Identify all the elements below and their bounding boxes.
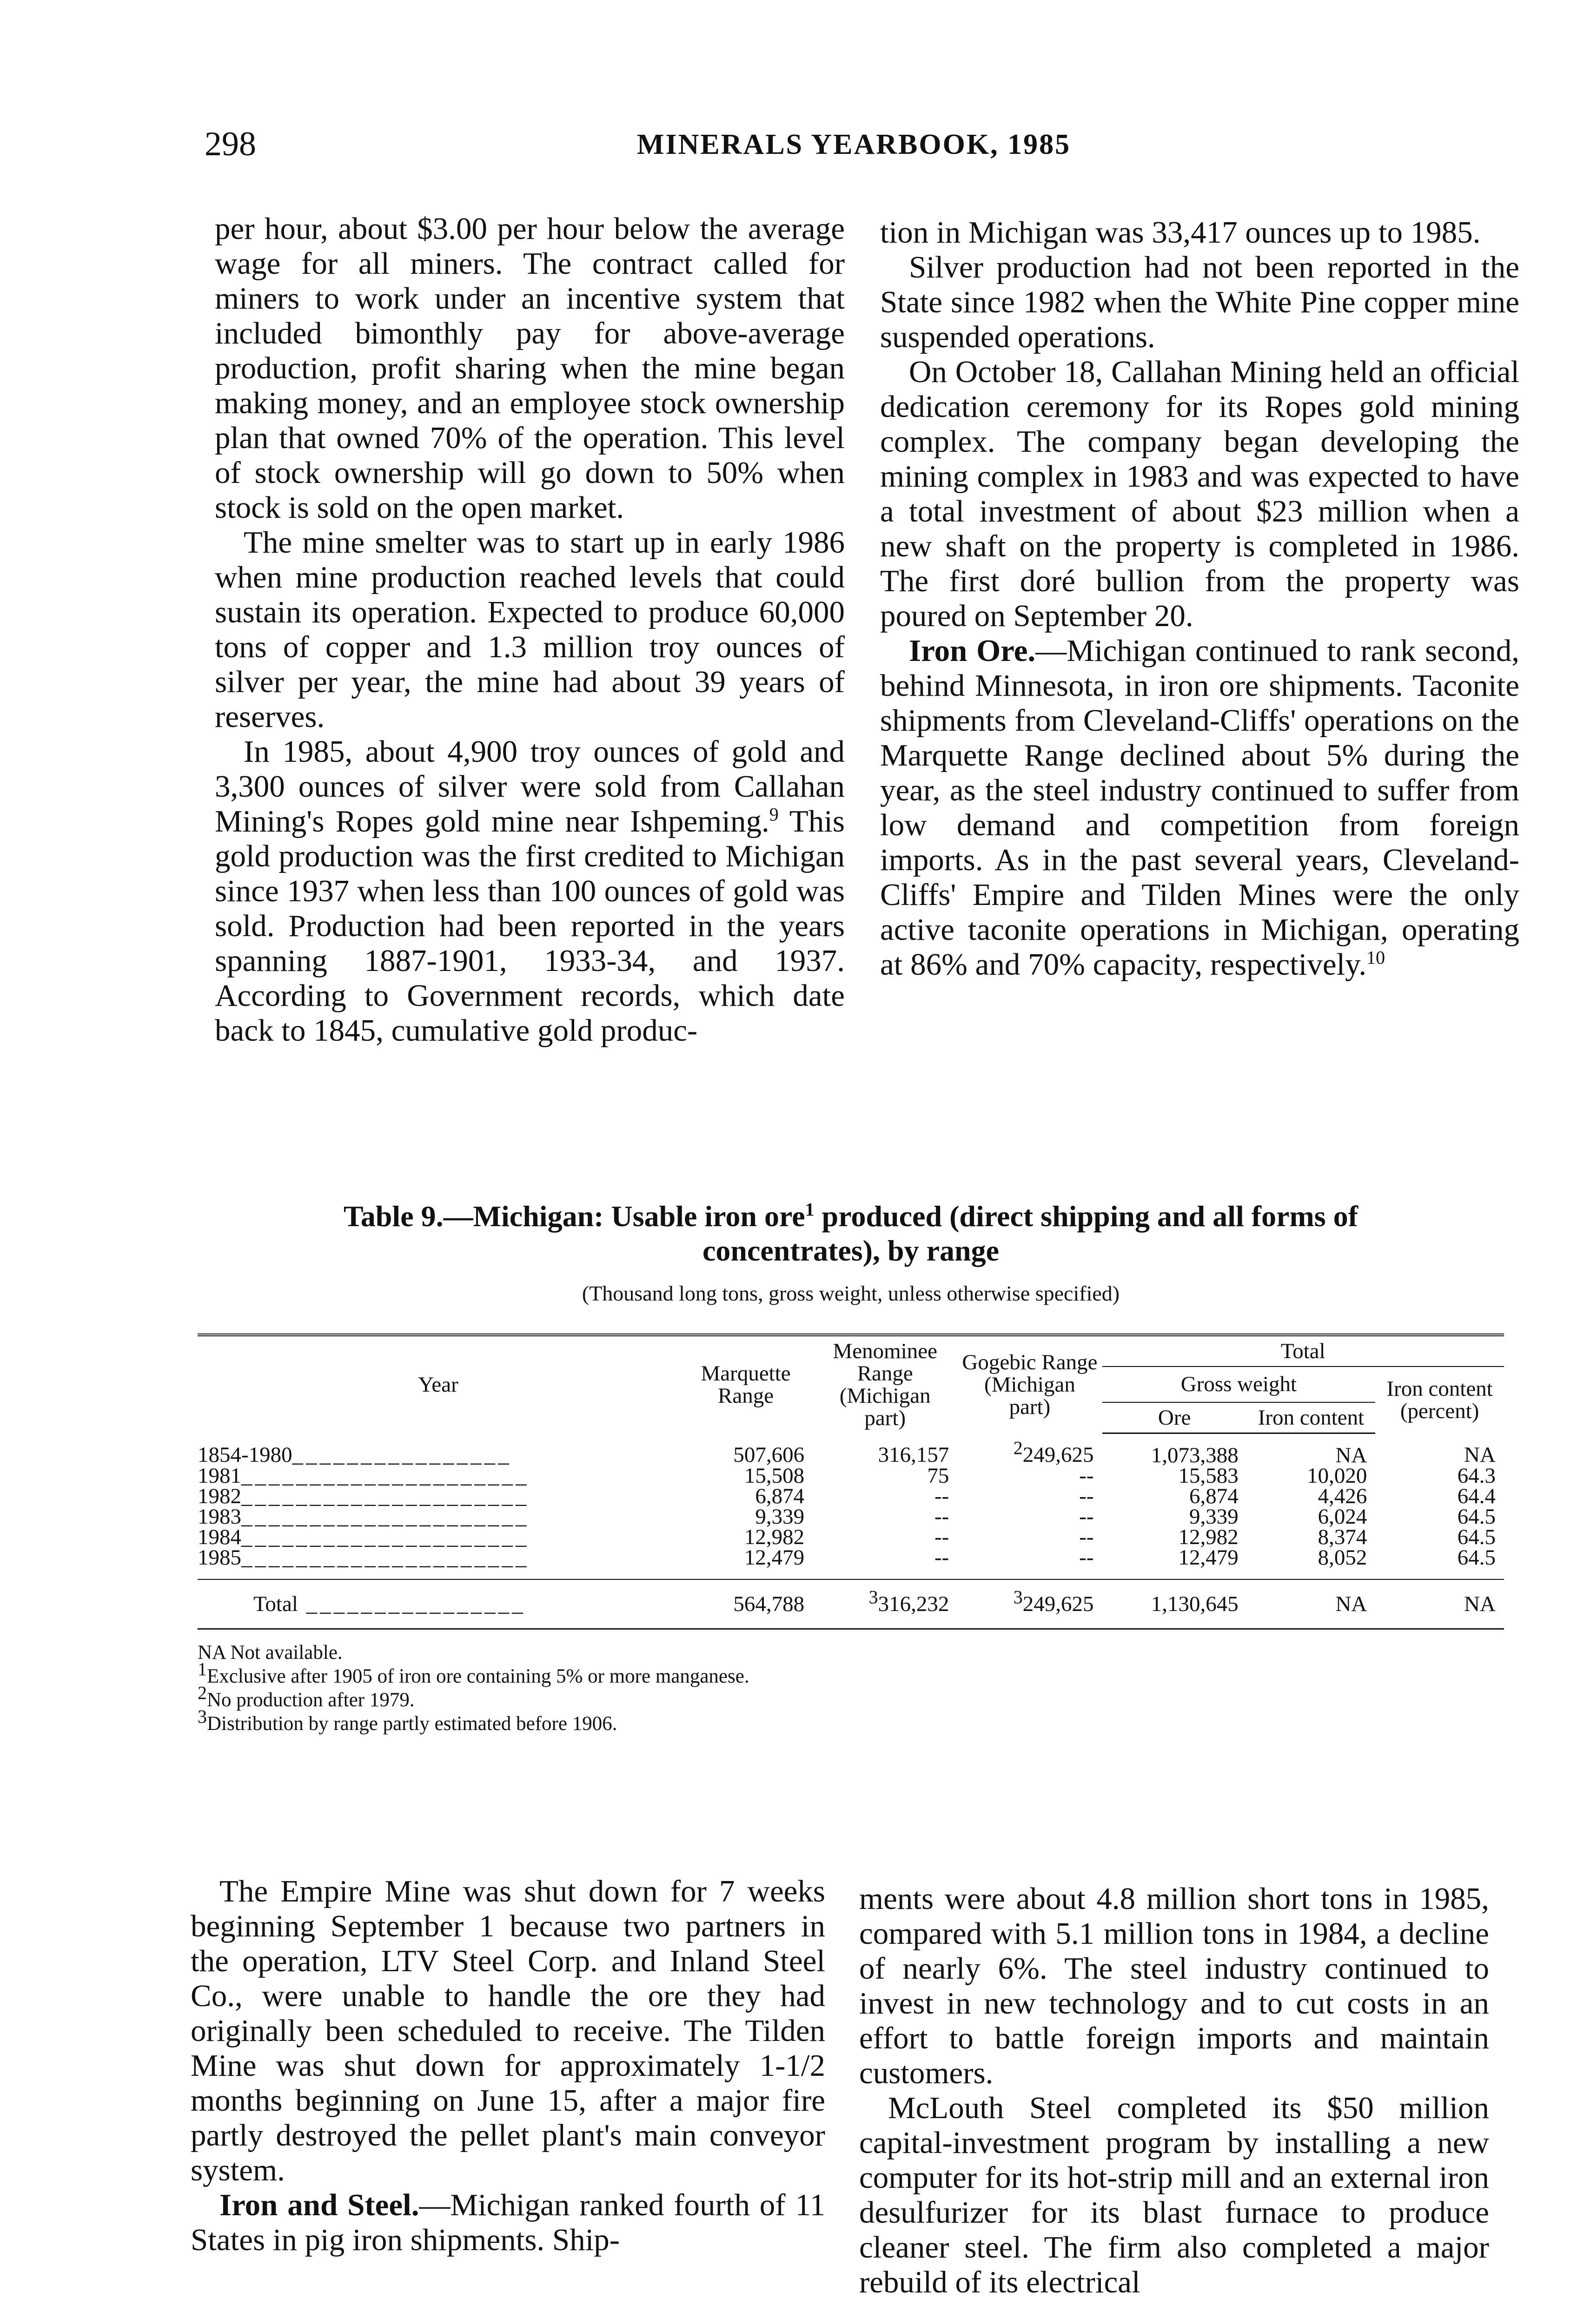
page-number: 298: [205, 125, 256, 163]
paragraph-text: —Michigan continued to rank second, behind Minnesota, in iron ore shipments. Taconite shipments from Cleveland-Cliffs' operations on the Marquette Range declined about 5% during the year, as the steel industry continued to suffer from low demand and competition from foreign imports. As in the past several years, Cleveland-Cliffs' Empire and Tilden Mines were the only active taconite operations in Michigan, operating at 86% and 70% capacity, respectively.: [880, 634, 1519, 982]
cell-gogebic: --: [1079, 1504, 1094, 1529]
footnote-marker: 2: [1013, 1437, 1023, 1459]
cell-gogebic: --: [1079, 1463, 1094, 1488]
footnote-marker: 1: [198, 1658, 207, 1680]
cell-iron-percent: NA: [1375, 1579, 1504, 1629]
paragraph: On October 18, Callahan Mining held an official dedication ceremony for its Ropes gold mining complex. The company began developing the mining complex in 1983 and was expected to have a total investment of about $23 million when a new shaft on the property is completed in 1986. The first doré bullion from the property was poured on September 20.: [880, 355, 1519, 633]
table-note: 1Exclusive after 1905 of iron ore containing 5% or more manganese.: [198, 1658, 749, 1687]
cell-ore: 6,874: [1189, 1484, 1239, 1508]
cell-marquette: 564,788: [679, 1579, 813, 1629]
col-header-gross-weight: Gross weight: [1102, 1367, 1376, 1402]
cell-marquette: 507,606: [733, 1442, 805, 1467]
table-block: [198, 1199, 1504, 1736]
cell-iron-percent: 64.4: [1457, 1484, 1496, 1508]
col-header-marquette: Marquette Range: [679, 1335, 813, 1433]
table-row: 1985_____________________ 12,479 -- -- 12,479 8,052 64.5: [198, 1547, 1504, 1579]
table-notes: [198, 1641, 1504, 1736]
cell-iron-content: 10,020: [1307, 1463, 1367, 1488]
cell-gogebic: 2249,625: [1013, 1437, 1094, 1467]
paragraph: [215, 734, 845, 1048]
cell-iron-content: 8,374: [1318, 1525, 1367, 1549]
footnote-marker: 2: [198, 1682, 207, 1703]
footnote-marker: 3: [1013, 1586, 1023, 1607]
col-header-menominee: Menominee Range (Michigan part): [813, 1335, 957, 1433]
text-column-top-right: [880, 215, 1519, 982]
row-year: Total: [253, 1591, 298, 1616]
footnote-marker: 10: [1366, 947, 1385, 968]
table-row: 1982_____________________ 6,874 -- -- 6,874 4,426 64.4: [198, 1486, 1504, 1506]
paragraph: tion in Michigan was 33,417 ounces up to 1985.: [880, 215, 1481, 250]
table-subtitle: (Thousand long tons, gross weight, unless otherwise specified): [582, 1281, 1120, 1305]
col-header-total: Total: [1102, 1335, 1504, 1367]
paragraph: per hour, about $3.00 per hour below the average wage for all miners. The contract called for miners to work under an incentive system that included bimonthly pay for above-average production, profit sharing when the mine began making money, and an employee stock ownership plan that owned 70% of the operation. This level of stock ownership will go down to 50% when stock is sold on the open market.: [215, 211, 845, 525]
cell-menominee: 316,157: [878, 1442, 949, 1467]
iron-ore-table: [198, 1334, 1504, 1630]
paragraph: McLouth Steel completed its $50 million capital-investment program by installing a new computer for its hot-strip mill and an external iron desulfurizer for its blast furnace to produce cleaner steel. The firm also completed a major rebuild of its electrical: [859, 2091, 1489, 2299]
section-heading: Iron Ore.: [909, 634, 1036, 668]
cell-iron-content: 4,426: [1318, 1484, 1367, 1508]
cell-gogebic: 3249,625: [957, 1579, 1102, 1629]
col-header-ore: Ore: [1102, 1402, 1247, 1433]
row-year: 1981: [198, 1463, 241, 1488]
table-title: Table 9.—Michigan: Usable iron ore$^1$ produced (direct shipping and all forms of concentrates), by range: [344, 1199, 1358, 1267]
cell-ore: 1,130,645: [1102, 1579, 1247, 1629]
cell-ore: 12,479: [1178, 1545, 1239, 1570]
footnote-marker: 3: [198, 1706, 207, 1727]
paragraph: [880, 634, 1519, 982]
row-year: 1854-1980: [198, 1442, 292, 1467]
cell-marquette: 6,874: [755, 1484, 805, 1508]
cell-gogebic: --: [1079, 1484, 1094, 1508]
row-year: 1983: [198, 1504, 241, 1529]
table-note: 2No production after 1979.: [198, 1682, 415, 1711]
col-header-year: Year: [198, 1335, 679, 1433]
cell-ore: 9,339: [1189, 1504, 1239, 1529]
cell-menominee: 3316,232: [813, 1579, 957, 1629]
paragraph: ments were about 4.8 million short tons in 1985, compared with 5.1 million tons in 1984, a decline of nearly 6%. The steel industry continued to invest in new technology and to cut costs in an effort to battle foreign imports and maintain customers.: [859, 1882, 1489, 2090]
cell-marquette: 15,508: [744, 1463, 805, 1488]
col-header-iron-content: Iron content: [1247, 1402, 1376, 1433]
col-header-iron-percent: Iron content (percent): [1386, 1377, 1493, 1423]
table-row: 1981_____________________ 15,508 75 -- 15,583 10,020 64.3: [198, 1466, 1504, 1486]
cell-iron-content: NA: [1335, 1443, 1367, 1467]
paragraph-text: In 1985, about 4,900 troy ounces of gold and 3,300 ounces of silver were sold from Callahan Mining's Ropes gold mine near Ishpeming.: [215, 734, 845, 838]
paragraph: The mine smelter was to start up in early 1986 when mine production reached levels that could sustain its operation. Expected to produce 60,000 tons of copper and 1.3 million troy ounces of silver per year, the mine had about 39 years of reserves.: [215, 525, 845, 734]
cell-menominee: --: [934, 1484, 949, 1508]
footnote-marker: 1: [805, 1199, 815, 1220]
text-column-top-left: [215, 211, 845, 1048]
col-header-gogebic: Gogebic Range (Michigan part): [957, 1335, 1102, 1433]
table-note: NA Not available.: [198, 1641, 343, 1664]
cell-marquette: 12,982: [744, 1525, 805, 1549]
cell-ore: 1,073,388: [1151, 1443, 1239, 1467]
cell-ore: 12,982: [1178, 1525, 1239, 1549]
paragraph-text: —Michigan ranked fourth of 11 States in pig iron shipments. Ship-: [191, 2188, 825, 2257]
paragraph: [191, 2188, 825, 2258]
cell-iron-percent: 64.5: [1457, 1545, 1496, 1570]
cell-iron-percent: NA: [1464, 1442, 1496, 1467]
cell-iron-content: NA: [1247, 1579, 1376, 1629]
page-header: [205, 125, 1525, 176]
footnote-marker: 9: [769, 804, 779, 825]
table-note: 3Distribution by range partly estimated before 1906.: [198, 1706, 617, 1735]
table-row: 1984_____________________ 12,982 -- -- 12,982 8,374 64.5: [198, 1527, 1504, 1547]
cell-gogebic: --: [1079, 1545, 1094, 1570]
cell-menominee: --: [934, 1545, 949, 1570]
cell-menominee: 75: [927, 1463, 949, 1488]
table-row: 1854-1980________________ 507,606 316,157 2249,625 1,073,388 NA NA: [198, 1433, 1504, 1466]
footnote-marker: 3: [868, 1586, 878, 1607]
cell-iron-percent: 64.5: [1457, 1504, 1496, 1529]
cell-menominee: --: [934, 1504, 949, 1529]
table-row: 1983_____________________ 9,339 -- -- 9,339 6,024 64.5: [198, 1506, 1504, 1527]
table-total-row: Total ________________ 564,788 3316,232 3249,625 1,130,645 NA NA: [198, 1579, 1504, 1629]
paragraph-text: This gold production was the first credited to Michigan since 1937 when less than 100 ounces of gold was sold. Production had been reported in the years spanning 1887-1901, 1933-34, and 1937. According to Government records, which date back to 1845, cumulative gold produc-: [215, 804, 845, 1048]
paragraph: Silver production had not been reported in the State since 1982 when the White Pine copper mine suspended operations.: [880, 250, 1519, 354]
row-year: 1984: [198, 1525, 241, 1549]
cell-marquette: 9,339: [755, 1504, 805, 1529]
cell-iron-percent: 64.5: [1457, 1525, 1496, 1549]
row-year: 1985: [198, 1545, 241, 1570]
cell-iron-content: 8,052: [1318, 1545, 1367, 1570]
cell-marquette: 12,479: [744, 1545, 805, 1570]
cell-menominee: --: [934, 1525, 949, 1549]
text-column-bottom-right: [859, 1882, 1489, 2300]
cell-iron-content: 6,024: [1318, 1504, 1367, 1529]
cell-iron-percent: 64.3: [1457, 1463, 1496, 1488]
section-heading: Iron and Steel.: [219, 2188, 419, 2222]
text-column-bottom-left: [191, 1874, 825, 2258]
row-year: 1982: [198, 1484, 241, 1508]
paragraph: The Empire Mine was shut down for 7 weeks beginning September 1 because two partners in the operation, LTV Steel Corp. and Inland Steel Co., were unable to handle the ore they had originally been scheduled to receive. The Tilden Mine was shut down for approximately 1-1/2 months beginning on June 15, after a major fire partly destroyed the pellet plant's main conveyor system.: [191, 1874, 825, 2187]
cell-gogebic: --: [1079, 1525, 1094, 1549]
running-head: MINERALS YEARBOOK, 1985: [637, 129, 1071, 160]
cell-ore: 15,583: [1178, 1463, 1239, 1488]
